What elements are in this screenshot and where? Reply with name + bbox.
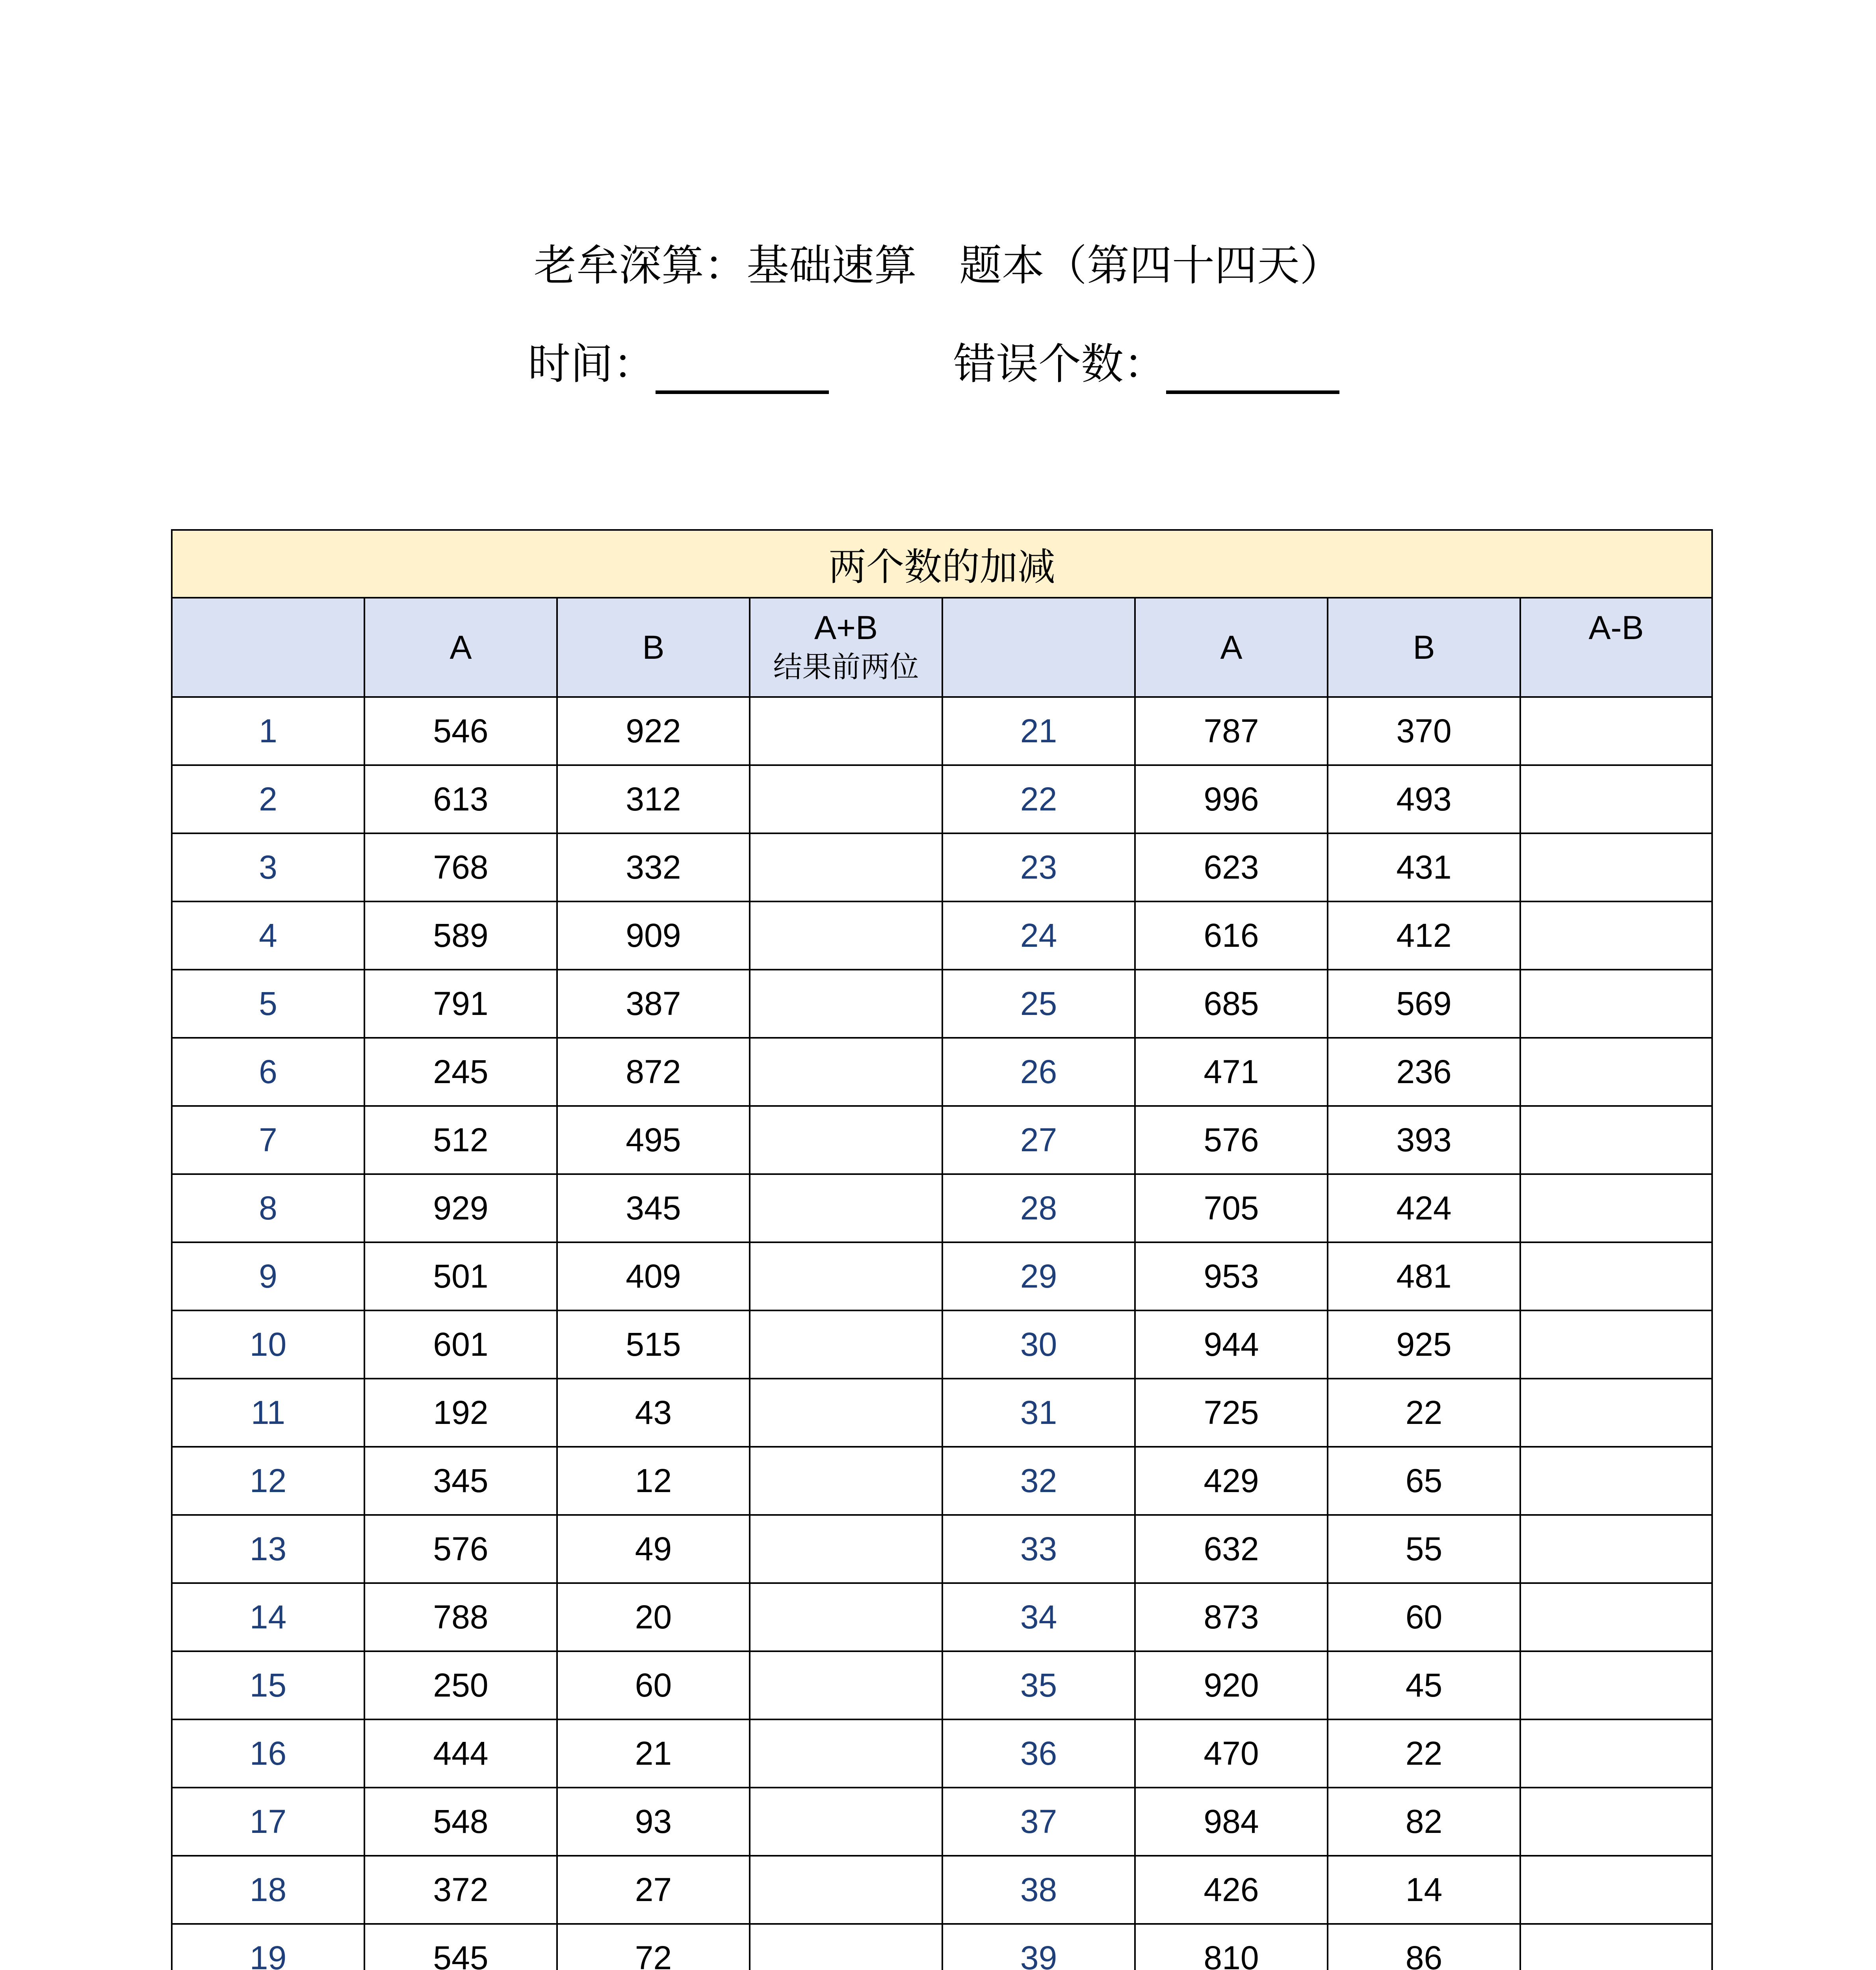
question-number: 29 (942, 1242, 1135, 1310)
answer-sum-cell[interactable] (750, 1174, 942, 1242)
answer-diff-cell[interactable] (1520, 1788, 1712, 1856)
question-number: 14 (172, 1583, 364, 1651)
value-b: 27 (557, 1856, 750, 1924)
time-field (528, 335, 829, 394)
table-row (172, 1583, 1712, 1651)
value-b: 236 (1328, 1038, 1520, 1106)
question-number: 26 (942, 1038, 1135, 1106)
answer-diff-cell[interactable] (1520, 1924, 1712, 1970)
value-a: 788 (364, 1583, 557, 1651)
value-b: 515 (557, 1310, 750, 1379)
value-b: 370 (1328, 697, 1520, 765)
value-b: 22 (1328, 1379, 1520, 1447)
answer-sum-cell[interactable] (750, 1106, 942, 1174)
value-b: 43 (557, 1379, 750, 1447)
table-row (172, 970, 1712, 1038)
header-a-right: A (1135, 598, 1328, 697)
header-sum (750, 598, 942, 697)
value-b: 424 (1328, 1174, 1520, 1242)
question-number: 9 (172, 1242, 364, 1310)
header-sum-top: A+B (814, 609, 878, 646)
table-row (172, 1038, 1712, 1106)
value-b: 60 (557, 1651, 750, 1719)
value-b: 495 (557, 1106, 750, 1174)
value-a: 444 (364, 1719, 557, 1788)
header-index-left (172, 598, 364, 697)
answer-sum-cell[interactable] (750, 1719, 942, 1788)
value-b: 409 (557, 1242, 750, 1310)
question-number: 5 (172, 970, 364, 1038)
value-a: 873 (1135, 1583, 1328, 1651)
errors-blank[interactable] (1166, 347, 1339, 394)
table-row (172, 765, 1712, 833)
answer-sum-cell[interactable] (750, 1515, 942, 1583)
errors-field (953, 335, 1339, 394)
value-a: 471 (1135, 1038, 1328, 1106)
value-a: 345 (364, 1447, 557, 1515)
value-b: 925 (1328, 1310, 1520, 1379)
question-number: 24 (942, 901, 1135, 970)
question-number: 8 (172, 1174, 364, 1242)
value-a: 192 (364, 1379, 557, 1447)
value-b: 60 (1328, 1583, 1520, 1651)
value-a: 426 (1135, 1856, 1328, 1924)
value-b: 569 (1328, 970, 1520, 1038)
value-a: 810 (1135, 1924, 1328, 1970)
time-blank[interactable] (656, 347, 829, 394)
table-row (172, 1651, 1712, 1719)
value-b: 345 (557, 1174, 750, 1242)
table-row (172, 1515, 1712, 1583)
value-a: 546 (364, 697, 557, 765)
table-row (172, 1719, 1712, 1788)
question-number: 18 (172, 1856, 364, 1924)
table-row (172, 1379, 1712, 1447)
section1-caption: 两个数的加减 (172, 530, 1712, 598)
question-number: 2 (172, 765, 364, 833)
header-b-right: B (1328, 598, 1520, 697)
answer-sum-cell[interactable] (750, 1651, 942, 1719)
two-number-table (171, 529, 1713, 1970)
answer-diff-cell[interactable] (1520, 1447, 1712, 1515)
header-diff (1520, 598, 1712, 697)
header-diff-label: A-B (1588, 609, 1644, 646)
value-b: 412 (1328, 901, 1520, 970)
question-number: 31 (942, 1379, 1135, 1447)
value-b: 55 (1328, 1515, 1520, 1583)
answer-diff-cell[interactable] (1520, 1106, 1712, 1174)
value-b: 872 (557, 1038, 750, 1106)
table-row (172, 697, 1712, 765)
question-number: 10 (172, 1310, 364, 1379)
question-number: 4 (172, 901, 364, 970)
table-row (172, 1447, 1712, 1515)
answer-diff-cell[interactable] (1520, 1856, 1712, 1924)
answer-diff-cell[interactable] (1520, 1583, 1712, 1651)
answer-diff-cell[interactable] (1520, 1379, 1712, 1447)
value-b: 332 (557, 833, 750, 901)
value-a: 576 (1135, 1106, 1328, 1174)
errors-label: 错误个数： (953, 340, 1166, 389)
answer-diff-cell[interactable] (1520, 1651, 1712, 1719)
answer-sum-cell[interactable] (750, 1379, 942, 1447)
value-a: 953 (1135, 1242, 1328, 1310)
value-b: 93 (557, 1788, 750, 1856)
value-b: 82 (1328, 1788, 1520, 1856)
question-number: 35 (942, 1651, 1135, 1719)
answer-sum-cell[interactable] (750, 1583, 942, 1651)
value-a: 245 (364, 1038, 557, 1106)
question-number: 30 (942, 1310, 1135, 1379)
value-a: 613 (364, 765, 557, 833)
value-b: 387 (557, 970, 750, 1038)
value-a: 996 (1135, 765, 1328, 833)
answer-sum-cell[interactable] (750, 833, 942, 901)
answer-diff-cell[interactable] (1520, 765, 1712, 833)
table-row (172, 1856, 1712, 1924)
answer-diff-cell[interactable] (1520, 833, 1712, 901)
header-index-right (942, 598, 1135, 697)
answer-sum-cell[interactable] (750, 1447, 942, 1515)
value-b: 909 (557, 901, 750, 970)
value-a: 589 (364, 901, 557, 970)
question-number: 39 (942, 1924, 1135, 1970)
answer-sum-cell[interactable] (750, 697, 942, 765)
answer-diff-cell[interactable] (1520, 1242, 1712, 1310)
table-row (172, 1106, 1712, 1174)
answer-diff-cell[interactable] (1520, 970, 1712, 1038)
value-b: 20 (557, 1583, 750, 1651)
question-number: 37 (942, 1788, 1135, 1856)
answer-diff-cell[interactable] (1520, 1038, 1712, 1106)
table-row (172, 1310, 1712, 1379)
value-b: 72 (557, 1924, 750, 1970)
answer-sum-cell[interactable] (750, 1924, 942, 1970)
question-number: 11 (172, 1379, 364, 1447)
value-b: 312 (557, 765, 750, 833)
value-a: 601 (364, 1310, 557, 1379)
question-number: 7 (172, 1106, 364, 1174)
question-number: 13 (172, 1515, 364, 1583)
value-b: 481 (1328, 1242, 1520, 1310)
question-number: 21 (942, 697, 1135, 765)
value-b: 14 (1328, 1856, 1520, 1924)
answer-sum-cell[interactable] (750, 1038, 942, 1106)
answer-sum-cell[interactable] (750, 765, 942, 833)
value-a: 791 (364, 970, 557, 1038)
value-a: 545 (364, 1924, 557, 1970)
value-a: 470 (1135, 1719, 1328, 1788)
value-a: 768 (364, 833, 557, 901)
value-a: 429 (1135, 1447, 1328, 1515)
value-a: 920 (1135, 1651, 1328, 1719)
answer-sum-cell[interactable] (750, 1856, 942, 1924)
answer-sum-cell[interactable] (750, 901, 942, 970)
table-row (172, 1924, 1712, 1970)
value-b: 922 (557, 697, 750, 765)
value-a: 929 (364, 1174, 557, 1242)
value-b: 65 (1328, 1447, 1520, 1515)
header-sum-sub: 结果前两位 (773, 650, 919, 684)
worksheet-meta (528, 335, 1355, 402)
value-a: 632 (1135, 1515, 1328, 1583)
value-a: 787 (1135, 697, 1328, 765)
question-number: 28 (942, 1174, 1135, 1242)
value-a: 685 (1135, 970, 1328, 1038)
value-a: 725 (1135, 1379, 1328, 1447)
answer-sum-cell[interactable] (750, 970, 942, 1038)
value-a: 944 (1135, 1310, 1328, 1379)
question-number: 27 (942, 1106, 1135, 1174)
question-number: 16 (172, 1719, 364, 1788)
question-number: 23 (942, 833, 1135, 901)
header-b-left: B (557, 598, 750, 697)
question-number: 38 (942, 1856, 1135, 1924)
value-b: 21 (557, 1719, 750, 1788)
answer-sum-cell[interactable] (750, 1242, 942, 1310)
answer-sum-cell[interactable] (750, 1788, 942, 1856)
table-row (172, 901, 1712, 970)
table-row (172, 1242, 1712, 1310)
value-a: 501 (364, 1242, 557, 1310)
header-a-left: A (364, 598, 557, 697)
question-number: 32 (942, 1447, 1135, 1515)
answer-diff-cell[interactable] (1520, 1174, 1712, 1242)
answer-diff-cell[interactable] (1520, 697, 1712, 765)
value-a: 548 (364, 1788, 557, 1856)
question-number: 3 (172, 833, 364, 901)
question-number: 36 (942, 1719, 1135, 1788)
value-b: 12 (557, 1447, 750, 1515)
question-number: 34 (942, 1583, 1135, 1651)
answer-diff-cell[interactable] (1520, 1310, 1712, 1379)
value-b: 431 (1328, 833, 1520, 901)
answer-sum-cell[interactable] (750, 1310, 942, 1379)
value-b: 393 (1328, 1106, 1520, 1174)
value-a: 984 (1135, 1788, 1328, 1856)
time-label: 时间： (528, 340, 656, 389)
question-number: 25 (942, 970, 1135, 1038)
value-a: 250 (364, 1651, 557, 1719)
answer-diff-cell[interactable] (1520, 901, 1712, 970)
value-a: 372 (364, 1856, 557, 1924)
value-b: 22 (1328, 1719, 1520, 1788)
value-a: 512 (364, 1106, 557, 1174)
value-b: 86 (1328, 1924, 1520, 1970)
question-number: 33 (942, 1515, 1135, 1583)
question-number: 1 (172, 697, 364, 765)
page-title: 老牟深算：基础速算 题本（第四十四天） (533, 241, 1342, 290)
question-number: 15 (172, 1651, 364, 1719)
value-a: 576 (364, 1515, 557, 1583)
question-number: 12 (172, 1447, 364, 1515)
question-number: 17 (172, 1788, 364, 1856)
value-b: 45 (1328, 1651, 1520, 1719)
answer-diff-cell[interactable] (1520, 1515, 1712, 1583)
value-a: 616 (1135, 901, 1328, 970)
table-row (172, 1174, 1712, 1242)
value-a: 705 (1135, 1174, 1328, 1242)
answer-diff-cell[interactable] (1520, 1719, 1712, 1788)
question-number: 22 (942, 765, 1135, 833)
question-number: 19 (172, 1924, 364, 1970)
value-b: 493 (1328, 765, 1520, 833)
value-a: 623 (1135, 833, 1328, 901)
question-number: 6 (172, 1038, 364, 1106)
value-b: 49 (557, 1515, 750, 1583)
table-row (172, 833, 1712, 901)
table-row (172, 1788, 1712, 1856)
